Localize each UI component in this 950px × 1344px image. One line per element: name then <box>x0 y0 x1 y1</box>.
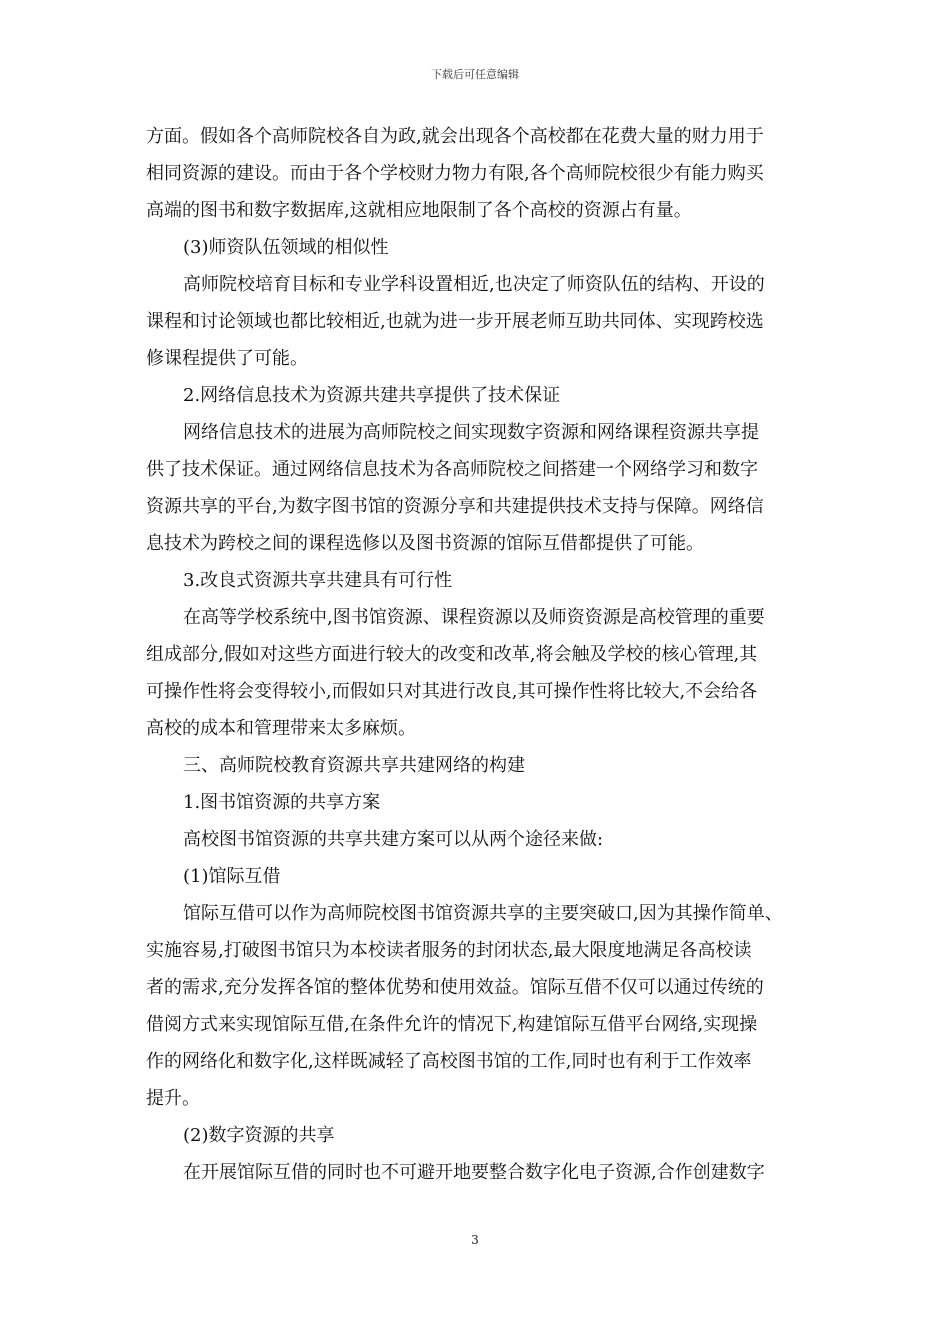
paragraph <box>146 414 806 451</box>
text-line: 可操作性将会变得较小,而假如只对其进行改良,其可操作性将比较大,不会给各 <box>146 681 758 702</box>
text-line: 息技术为跨校之间的课程选修以及图书资源的馆际互借都提供了可能。 <box>146 533 704 554</box>
paragraph <box>146 821 806 858</box>
paragraph <box>146 895 806 932</box>
paragraph <box>146 858 806 895</box>
paragraph <box>146 266 806 303</box>
text-line: 作的网络化和数字化,这样既减轻了高校图书馆的工作,同时也有利于工作效率 <box>146 1051 752 1072</box>
text-line: 高师院校培育目标和专业学科设置相近,也决定了师资队伍的结构、开设的 <box>183 274 765 295</box>
text-line: 三、高师院校教育资源共享共建网络的构建 <box>183 755 525 776</box>
text-line: 提升。 <box>146 1088 200 1109</box>
paragraph <box>146 303 806 377</box>
paragraph <box>146 229 806 266</box>
paragraph <box>146 599 806 636</box>
text-line: 在高等学校系统中,图书馆资源、课程资源以及师资资源是高校管理的重要 <box>183 607 765 628</box>
text-line: 高校图书馆资源的共享共建方案可以从两个途径来做: <box>183 829 604 850</box>
text-line: 课程和讨论领域也都比较相近,也就为进一步开展老师互助共同体、实现跨校选 <box>146 311 764 332</box>
text-line: 相同资源的建设。而由于各个学校财力物力有限,各个高师院校很少有能力购买 <box>146 163 764 184</box>
paragraph <box>146 784 806 821</box>
text-line: 高端的图书和数字数据库,这就相应地限制了各个高校的资源占有量。 <box>146 200 692 221</box>
paragraph <box>146 377 806 414</box>
text-line: 供了技术保证。通过网络信息技术为各高师院校之间搭建一个网络学习和数字 <box>146 459 758 480</box>
text-line: 方面。假如各个高师院校各自为政,就会出现各个高校都在花费大量的财力用于 <box>146 126 764 147</box>
page-number: 3 <box>471 1233 479 1247</box>
paragraph <box>146 932 806 1117</box>
text-line: (2)数字资源的共享 <box>183 1125 335 1146</box>
text-line: 借阅方式来实现馆际互借,在条件允许的情况下,构建馆际互借平台网络,实现操 <box>146 1014 758 1035</box>
text-line: 3.改良式资源共享共建具有可行性 <box>183 570 453 591</box>
paragraph <box>146 451 806 562</box>
text-line: 网络信息技术的进展为高师院校之间实现数字资源和网络课程资源共享提 <box>183 422 759 443</box>
page-header: 下载后可任意编辑 <box>431 68 519 81</box>
text-line: 高校的成本和管理带来太多麻烦。 <box>146 718 416 739</box>
text-line: 修课程提供了可能。 <box>146 348 308 369</box>
text-line: 组成部分,假如对这些方面进行较大的改变和改革,将会触及学校的核心管理,其 <box>146 644 758 665</box>
text-line: 2.网络信息技术为资源共建共享提供了技术保证 <box>183 385 561 406</box>
document-body <box>146 118 806 1191</box>
text-line: 资源共享的平台,为数字图书馆的资源分享和共建提供技术支持与保障。网络信 <box>146 496 764 517</box>
text-line: (3)师资队伍领域的相似性 <box>183 237 389 258</box>
paragraph <box>146 636 806 747</box>
text-line: 馆际互借可以作为高师院校图书馆资源共享的主要突破口,因为其操作简单、 <box>183 903 783 924</box>
paragraph <box>146 1154 806 1191</box>
paragraph <box>146 562 806 599</box>
text-line: 在开展馆际互借的同时也不可避开地要整合数字化电子资源,合作创建数字 <box>183 1162 765 1183</box>
text-line: (1)馆际互借 <box>183 866 281 887</box>
paragraph <box>146 747 806 784</box>
text-line: 者的需求,充分发挥各馆的整体优势和使用效益。馆际互借不仅可以通过传统的 <box>146 977 764 998</box>
text-line: 实施容易,打破图书馆只为本校读者服务的封闭状态,最大限度地满足各高校读 <box>146 940 752 961</box>
text-line: 1.图书馆资源的共享方案 <box>183 792 381 813</box>
paragraph <box>146 1117 806 1154</box>
paragraph <box>146 118 806 229</box>
